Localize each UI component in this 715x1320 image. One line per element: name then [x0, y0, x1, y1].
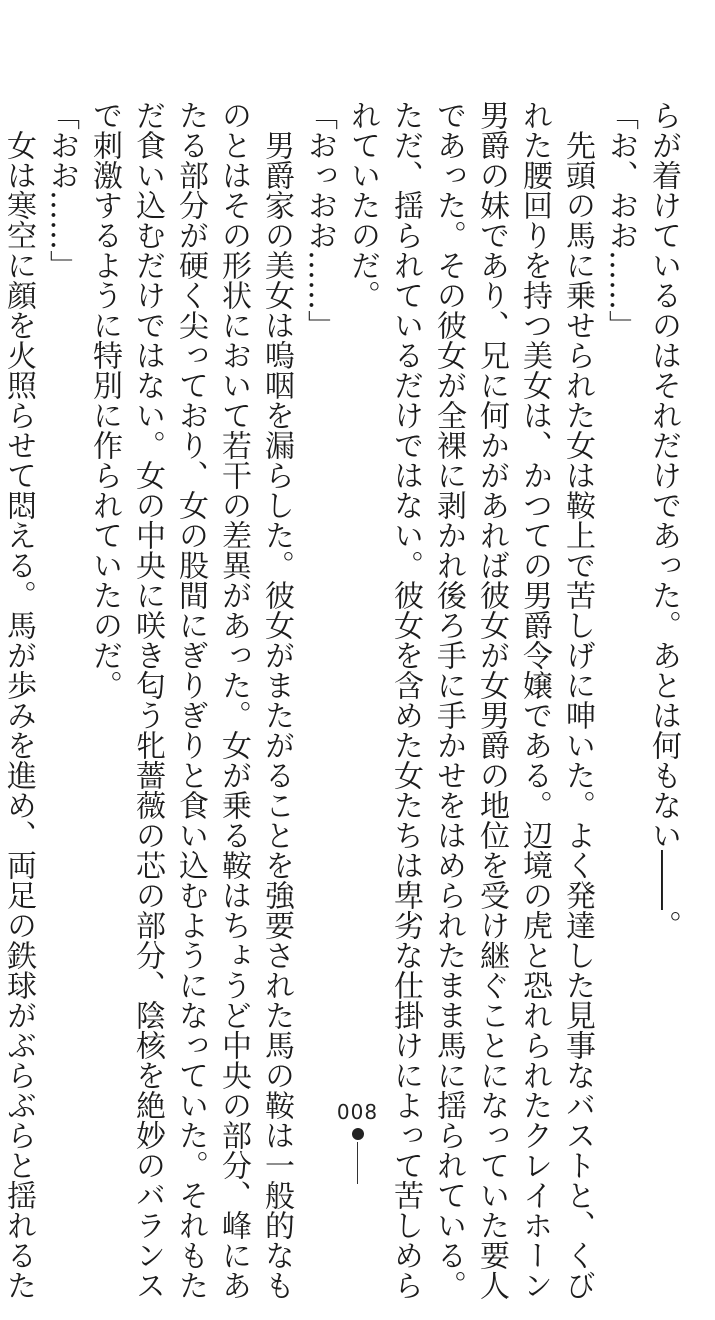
text-line: のとはその形状において若干の差異があった。女が乗る鞍はちょうど中央の部分、峰にあ [216, 100, 251, 1300]
page-dot-ornament [352, 1128, 364, 1140]
text-line: だ食い込むだけではない。女の中央に咲き匂う牝薔薇の芯の部分、陰核を絶妙のバランス [130, 100, 165, 1300]
text-line: らが着けているのはそれだけであった。あとは何もない――。 [646, 100, 681, 940]
page-rule-ornament [357, 1142, 358, 1184]
page-number: 008 [336, 1100, 379, 1124]
text-line: 男爵家の美女は嗚咽を漏らした。彼女がまたがることを強要された馬の鞍は一般的なも [259, 100, 294, 1300]
text-line: 「お、おお……」 [603, 100, 638, 340]
text-line: 先頭の馬に乗せられた女は鞍上で苦しげに呻いた。よく発達した見事なバストと、くび [560, 100, 595, 1300]
page-footer [0, 1100, 715, 1184]
text-line: ただ、揺られているだけではない。彼女を含めた女たちは卑劣な仕掛けによって苦しめら [388, 100, 423, 1300]
text-line: で刺激するように特別に作られていたのだ。 [87, 100, 122, 700]
text-line: れた腰回りを持つ美女は、かつての男爵令嬢である。辺境の虎と恐れられたクレイホーン [517, 100, 552, 1300]
text-line: 「おお……」 [44, 100, 79, 280]
text-line: 女は寒空に顔を火照らせて悶える。馬が歩みを進め、両足の鉄球がぶらぶらと揺れるた [1, 100, 36, 1300]
text-line: であった。その彼女が全裸に剥かれ後ろ手に手かせをはめられたまま馬に揺られている。 [431, 100, 466, 1300]
text-line: たる部分が硬く尖っており、女の股間にぎりぎりと食い込むようになっていた。それもた [173, 100, 208, 1300]
text-line: 男爵の妹であり、兄に何かがあれば彼女が女男爵の地位を受け継ぐことになっていた要人 [474, 100, 509, 1300]
text-line: れていたのだ。 [345, 100, 380, 310]
text-line: 「おっおお……」 [302, 100, 337, 340]
